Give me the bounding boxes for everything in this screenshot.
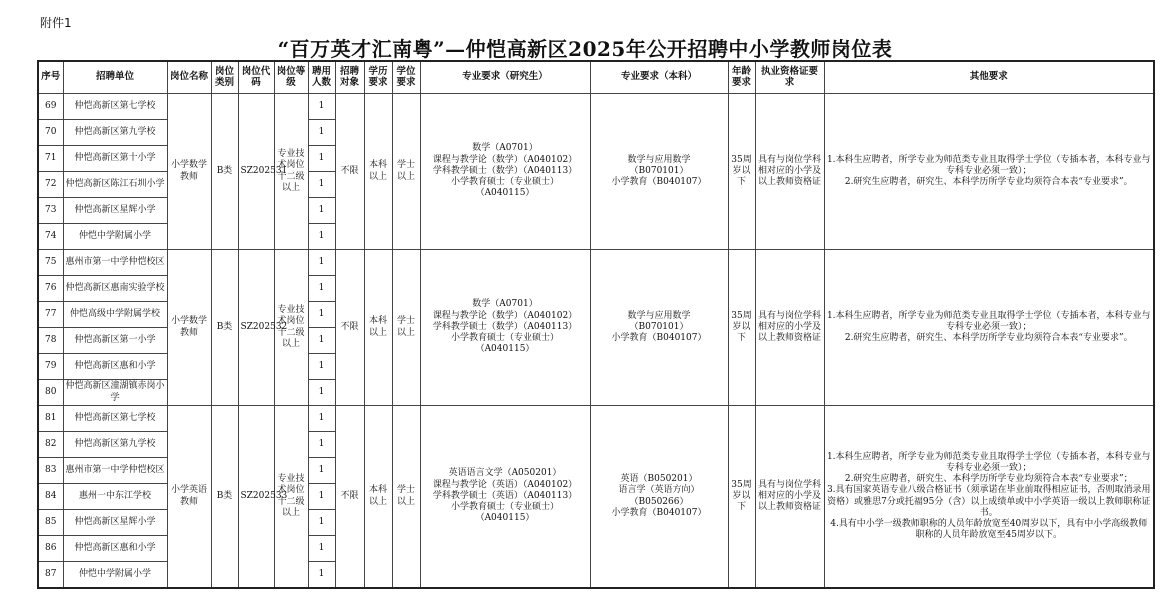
seq-cell: 71 [38,146,63,172]
major-ug-cell [590,250,728,406]
seq-cell: 86 [38,536,63,562]
header-other: 其他要求 [824,61,1154,94]
seq-cell: 70 [38,120,63,146]
count-cell: 1 [308,354,335,380]
unit-cell: 仲恺高新区第七学校 [63,406,167,432]
unit-cell: 仲恺高新区第九学校 [63,120,167,146]
major-grad-cell-line: （A040115） [475,188,535,199]
header-education: 学历要求 [364,61,392,94]
post-code-cell: SZ202533 [238,406,274,589]
major-grad-cell [420,94,590,250]
major-grad-cell-line: 数学（A0701） [472,143,538,154]
post-name-cell: 小学英语教师 [167,406,211,589]
count-cell: 1 [308,562,335,589]
unit-cell: 仲恺高级中学附属学校 [63,302,167,328]
post-name-cell: 小学数学教师 [167,250,211,406]
post-type-cell: B类 [211,406,238,589]
post-grade-cell: 专业技术岗位十二级以上 [274,250,308,406]
other-requirements-cell-line: 1.本科生应聘者，所学专业为师范类专业且取得学士学位（专插本者，本科专业与专科专业必须一致）； [826,451,1151,473]
major-ug-cell-line: 英语（B050201） [620,474,698,484]
seq-cell: 79 [38,354,63,380]
qualification-cell: 具有与岗位学科相对应的小学及以上教师资格证 [755,94,824,250]
degree-cell: 学士以上 [392,250,420,406]
age-cell: 35周岁以下 [728,94,755,250]
table-row [38,94,1154,120]
unit-cell: 仲恺高新区星辉小学 [63,198,167,224]
unit-cell: 仲恺高新区第九学校 [63,432,167,458]
major-grad-cell-line: （A040115） [475,344,535,355]
seq-cell: 76 [38,276,63,302]
attachment-label: 附件1 [40,16,72,30]
major-ug-cell-line: （B070101） [629,321,689,332]
major-ug-cell [590,406,728,589]
header-post-type: 岗位类别 [211,61,238,94]
page-title: “百万英才汇南粤”—仲恺高新区2025年公开招聘中小学教师岗位表 [277,37,893,61]
post-grade-cell: 专业技术岗位十二级以上 [274,94,308,250]
seq-cell: 75 [38,250,63,276]
table-row [38,250,1154,276]
major-grad-cell-line: 学科教学硕士（英语）（A040113） [432,490,578,501]
major-ug-cell-line: 小学教育（B040107） [611,333,707,344]
count-cell: 1 [308,484,335,510]
age-cell: 35周岁以下 [728,406,755,589]
qualification-cell: 具有与岗位学科相对应的小学及以上教师资格证 [755,406,824,589]
unit-cell: 仲恺高新区惠和小学 [63,354,167,380]
unit-cell: 仲恺高新区惠和小学 [63,536,167,562]
header-major-grad: 专业要求（研究生） [420,61,590,94]
post-grade-cell: 专业技术岗位十二级以上 [274,406,308,589]
education-cell: 本科以上 [364,250,392,406]
seq-cell: 69 [38,94,63,120]
major-grad-cell-line: 小学教育硕士（专业硕士） [450,333,559,344]
other-requirements-cell-line: 1.本科生应聘者，所学专业为师范类专业且取得学士学位（专插本者，本科专业与专科专业必须一致）； [826,310,1151,332]
count-cell: 1 [308,172,335,198]
education-cell: 本科以上 [364,406,392,589]
job-table [37,60,1155,589]
major-ug-cell-line: （B070101） [629,165,689,176]
post-name-cell: 小学数学教师 [167,94,211,250]
seq-cell: 81 [38,406,63,432]
count-cell: 1 [308,198,335,224]
major-ug-cell-line: 数学与应用数学 [627,154,691,165]
target-cell: 不限 [335,250,364,406]
header-unit: 招聘单位 [63,61,167,94]
major-grad-cell-line: 学科教学硕士（数学）（A040113） [432,321,578,332]
other-requirements-cell-line: 2.研究生应聘者，研究生、本科学历所学专业均须符合本表“专业要求”。 [844,333,1133,344]
count-cell: 1 [308,432,335,458]
major-ug-cell-line: （B050266） [629,496,689,507]
target-cell: 不限 [335,406,364,589]
major-grad-cell-line: （A040115） [475,513,535,524]
header-degree: 学位要求 [392,61,420,94]
unit-cell: 惠州市第一中学仲恺校区 [63,250,167,276]
header-major-ug: 专业要求（本科） [590,61,728,94]
major-grad-cell-line: 课程与教学论（英语）（A040102） [432,479,578,490]
major-grad-cell-line: 课程与教学论（数学）（A040102） [432,154,578,165]
unit-cell: 仲恺高新区第七学校 [63,94,167,120]
header-post-name: 岗位名称 [167,61,211,94]
count-cell: 1 [308,146,335,172]
major-ug-cell [590,94,728,250]
major-grad-cell-line: 小学教育硕士（专业硕士） [450,177,559,188]
education-cell: 本科以上 [364,94,392,250]
unit-cell: 仲恺高新区陈江石圳小学 [63,172,167,198]
major-ug-cell-line: 小学教育（B040107） [611,177,707,188]
unit-cell: 仲恺高新区潼湖镇赤岗小学 [63,380,167,406]
other-requirements-cell [824,250,1154,406]
count-cell: 1 [308,458,335,484]
unit-cell: 仲恺高新区惠南实验学校 [63,276,167,302]
seq-cell: 82 [38,432,63,458]
count-cell: 1 [308,276,335,302]
major-grad-cell [420,250,590,406]
major-grad-cell-line: 数学（A0701） [472,299,538,310]
target-cell: 不限 [335,94,364,250]
major-ug-cell-line: 语言学（英语方向） [618,485,700,496]
count-cell: 1 [308,328,335,354]
unit-cell: 惠州市第一中学仲恺校区 [63,458,167,484]
count-cell: 1 [308,406,335,432]
other-requirements-cell-line: 3.具有国家英语专业八级合格证书（须承诺在毕业前取得相应证书，否则取消录用资格）或雅思7分或托福95分（含）以上成绩单或中小学英语一级以上教师职称证书。 [826,485,1151,518]
unit-cell: 仲恺中学附属小学 [63,562,167,589]
major-ug-cell-line: 小学教育（B040107） [611,507,707,518]
count-cell: 1 [308,224,335,250]
qualification-cell: 具有与岗位学科相对应的小学及以上教师资格证 [755,250,824,406]
unit-cell: 仲恺高新区星辉小学 [63,510,167,536]
unit-cell: 仲恺中学附属小学 [63,224,167,250]
count-cell: 1 [308,120,335,146]
major-grad-cell-line: 小学教育硕士（专业硕士） [450,502,559,513]
header-seq: 序号 [38,61,63,94]
seq-cell: 80 [38,380,63,406]
seq-cell: 77 [38,302,63,328]
seq-cell: 73 [38,198,63,224]
major-grad-cell-line: 学科教学硕士（数学）（A040113） [432,165,578,176]
unit-cell: 仲恺高新区第一小学 [63,328,167,354]
job-table-body [38,94,1154,589]
post-code-cell: SZ202532 [238,250,274,406]
other-requirements-cell [824,406,1154,589]
seq-cell: 83 [38,458,63,484]
seq-cell: 78 [38,328,63,354]
post-type-cell: B类 [211,250,238,406]
count-cell: 1 [308,302,335,328]
header-age: 年龄要求 [728,61,755,94]
degree-cell: 学士以上 [392,406,420,589]
seq-cell: 72 [38,172,63,198]
major-grad-cell-line: 课程与教学论（数学）（A040102） [432,310,578,321]
header-post-grade: 岗位等级 [274,61,308,94]
other-requirements-cell [824,94,1154,250]
table-row [38,406,1154,432]
seq-cell: 85 [38,510,63,536]
count-cell: 1 [308,250,335,276]
count-cell: 1 [308,380,335,406]
header-target: 招聘对象 [335,61,364,94]
other-requirements-cell-line: 2.研究生应聘者，研究生、本科学历所学专业均须符合本表“专业要求”。 [844,177,1133,188]
major-ug-cell-line: 数学与应用数学 [627,310,691,321]
header-qualification: 执业资格证要求 [755,61,824,94]
other-requirements-cell-line: 1.本科生应聘者，所学专业为师范类专业且取得学士学位（专插本者，本科专业与专科专业必须一致）； [826,154,1151,176]
count-cell: 1 [308,94,335,120]
count-cell: 1 [308,536,335,562]
age-cell: 35周岁以下 [728,250,755,406]
header-row [38,61,1154,94]
major-grad-cell [420,406,590,589]
count-cell: 1 [308,510,335,536]
seq-cell: 84 [38,484,63,510]
degree-cell: 学士以上 [392,94,420,250]
unit-cell: 仲恺高新区第十小学 [63,146,167,172]
post-code-cell: SZ202531 [238,94,274,250]
other-requirements-cell-line: 4.具有中小学一级教师职称的人员年龄放宽至40周岁以下，具有中小学高级教师职称的人员年龄放宽至45周岁以下。 [830,519,1148,541]
other-requirements-cell-line: 2.研究生应聘者，研究生、本科学历所学专业均须符合本表“专业要求”； [844,474,1133,484]
seq-cell: 87 [38,562,63,589]
seq-cell: 74 [38,224,63,250]
unit-cell: 惠州一中东江学校 [63,484,167,510]
header-count: 聘用人数 [308,61,335,94]
major-grad-cell-line: 英语语言文学（A050201） [448,468,562,479]
header-post-code: 岗位代码 [238,61,274,94]
post-type-cell: B类 [211,94,238,250]
